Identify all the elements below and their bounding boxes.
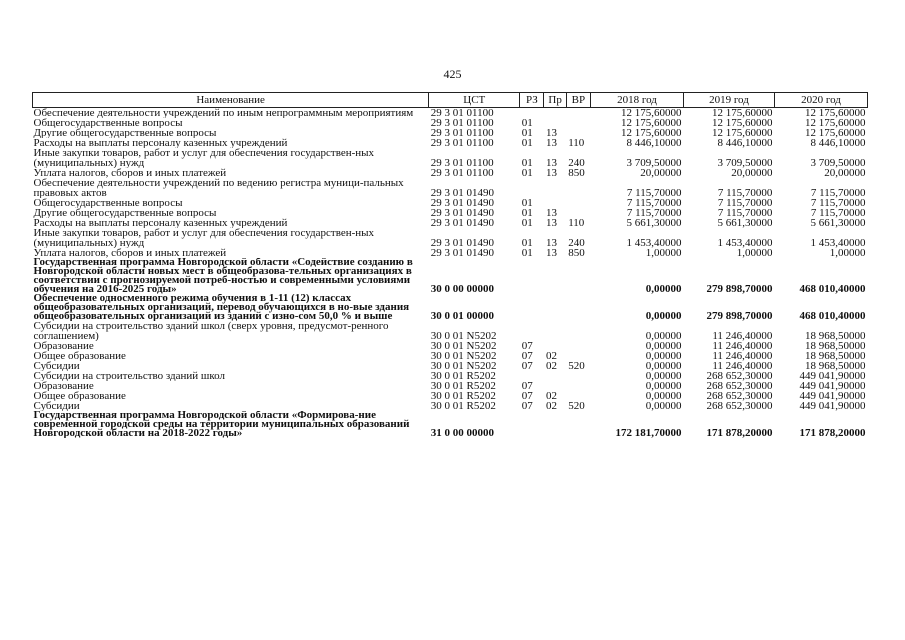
cell-y2018: 8 446,10000 <box>626 138 682 148</box>
cell-y2019: 279 898,70000 <box>706 283 773 294</box>
cell-cst: 29 3 01 01100 <box>430 138 494 148</box>
table-row <box>33 178 868 198</box>
cell-y2020: 449 041,90000 <box>799 381 866 391</box>
cell-y2018: 7 115,70000 <box>626 198 682 208</box>
cell-name: Уплата налогов, сборов и иных платежей <box>33 248 227 258</box>
cell-cst: 29 3 01 01100 <box>430 168 494 178</box>
cell-cst: 29 3 01 01490 <box>430 237 495 248</box>
cell-y2018: 3 709,50000 <box>626 157 682 168</box>
cell-vr <box>566 108 590 119</box>
cell-vr <box>566 258 590 294</box>
cell-pr: 02 <box>545 351 557 361</box>
cell-pr <box>544 411 566 438</box>
cell-y2019: 7 115,70000 <box>717 198 773 208</box>
cell-name: Расходы на выплаты персоналу казенных учреждений <box>33 138 288 148</box>
cell-cst: 29 3 01 01100 <box>430 107 494 118</box>
cell-pr <box>544 178 566 198</box>
table-row <box>33 248 868 258</box>
cell-y2019: 279 898,70000 <box>706 310 773 321</box>
cell-y2020: 449 041,90000 <box>799 401 866 411</box>
cell-y2018: 12 175,60000 <box>620 118 682 128</box>
header-row <box>33 93 868 108</box>
cell-y2018: 5 661,30000 <box>626 218 682 228</box>
cell-name: Расходы на выплаты персоналу казенных учреждений <box>33 218 288 228</box>
cell-y2018: 20,00000 <box>640 168 682 178</box>
cell-y2019: 171 878,20000 <box>706 427 773 438</box>
cell-vr <box>566 294 590 321</box>
table-row <box>33 148 868 168</box>
cell-y2020: 1,00000 <box>829 248 866 258</box>
cell-pr: 13 <box>545 168 557 178</box>
cell-vr: 110 <box>568 218 585 228</box>
cell-name: Субсидии <box>33 361 80 371</box>
cell-cst: 30 0 01 N5202 <box>430 330 497 341</box>
cell-y2019: 7 115,70000 <box>717 208 773 218</box>
cell-pr: 02 <box>545 361 557 371</box>
cell-vr <box>566 391 590 401</box>
cell-cst: 29 3 01 01100 <box>430 128 494 138</box>
table-row <box>33 401 868 411</box>
cell-cst: 30 0 01 R5202 <box>430 371 496 381</box>
cell-pr: 13 <box>545 208 557 218</box>
cell-y2019: 20,00000 <box>731 168 773 178</box>
cell-y2019: 11 246,40000 <box>712 330 773 341</box>
cell-y2019: 268 652,30000 <box>706 381 773 391</box>
cell-pr <box>544 341 566 351</box>
cell-vr <box>566 118 590 128</box>
cell-rz: 01 <box>521 237 533 248</box>
cell-pr: 02 <box>545 391 557 401</box>
table-row <box>33 108 868 119</box>
cell-y2019: 268 652,30000 <box>706 401 773 411</box>
cell-y2019: 1 453,40000 <box>717 237 773 248</box>
page-number: 425 <box>443 67 462 81</box>
cell-vr: 850 <box>568 248 585 258</box>
cell-y2020: 12 175,60000 <box>805 128 866 138</box>
header-pr: Пр <box>544 93 566 108</box>
cell-vr <box>566 198 590 208</box>
cell-y2020: 7 115,70000 <box>810 208 866 218</box>
cell-rz: 01 <box>521 248 533 258</box>
cell-vr: 240 <box>568 157 585 168</box>
cell-y2019: 12 175,60000 <box>711 128 773 138</box>
cell-name: Общегосударственные вопросы <box>33 198 183 208</box>
cell-y2020: 449 041,90000 <box>799 371 866 381</box>
cell-vr <box>566 341 590 351</box>
cell-rz: 01 <box>521 218 533 228</box>
cell-cst: 30 0 01 R5202 <box>430 401 496 411</box>
cell-name: Уплата налогов, сборов и иных платежей <box>33 168 227 178</box>
cell-vr: 110 <box>568 138 585 148</box>
cell-vr: 520 <box>568 361 585 371</box>
cell-y2020: 12 175,60000 <box>805 118 866 128</box>
cell-pr: 13 <box>545 128 557 138</box>
cell-y2018: 12 175,60000 <box>620 107 682 118</box>
cell-vr <box>566 128 590 138</box>
cell-y2020: 5 661,30000 <box>810 218 866 228</box>
cell-name: Субсидии на строительство зданий школ (сверх уровня, предусмот-ренного соглашением) <box>33 321 389 341</box>
cell-name: Другие общегосударственные вопросы <box>33 208 217 218</box>
cell-pr <box>544 198 566 208</box>
cell-y2019: 1,00000 <box>736 248 773 258</box>
cell-y2019: 11 246,40000 <box>712 341 773 351</box>
cell-y2019: 12 175,60000 <box>711 107 773 118</box>
cell-pr <box>544 371 566 381</box>
header-rz: РЗ <box>520 93 544 108</box>
cell-y2020: 1 453,40000 <box>810 237 866 248</box>
cell-pr <box>544 381 566 391</box>
table-row <box>33 118 868 128</box>
table-row <box>33 218 868 228</box>
cell-cst: 30 0 01 00000 <box>430 310 495 321</box>
cell-rz: 07 <box>521 341 533 351</box>
table-row <box>33 391 868 401</box>
table-row <box>33 381 868 391</box>
table-row <box>33 128 868 138</box>
table-row <box>33 411 868 438</box>
cell-name: Иные закупки товаров, работ и услуг для обеспечения государствен-ных (муниципальных) нужд <box>33 228 375 248</box>
cell-pr: 02 <box>545 401 557 411</box>
cell-y2020: 18 968,50000 <box>805 330 866 341</box>
cell-y2018: 12 175,60000 <box>620 128 682 138</box>
table-row <box>33 258 868 294</box>
cell-y2018: 0,00000 <box>645 391 682 401</box>
cell-y2019: 11 246,40000 <box>712 361 773 371</box>
cell-y2020: 3 709,50000 <box>810 157 866 168</box>
cell-rz <box>520 178 544 198</box>
table-row <box>33 361 868 371</box>
cell-y2019: 12 175,60000 <box>711 118 773 128</box>
cell-y2020: 18 968,50000 <box>805 361 866 371</box>
cell-rz <box>520 108 544 119</box>
cell-cst: 29 3 01 01490 <box>430 208 495 218</box>
table-row <box>33 168 868 178</box>
cell-cst: 29 3 01 01490 <box>430 218 495 228</box>
table-row <box>33 208 868 218</box>
cell-vr <box>566 381 590 391</box>
cell-vr <box>566 321 590 341</box>
table-row <box>33 341 868 351</box>
budget-table <box>32 92 868 438</box>
table-row <box>33 228 868 248</box>
cell-pr <box>544 258 566 294</box>
cell-y2020: 12 175,60000 <box>805 107 866 118</box>
cell-name: Образование <box>33 381 94 391</box>
cell-y2020: 18 968,50000 <box>805 351 866 361</box>
cell-y2019: 268 652,30000 <box>706 371 773 381</box>
cell-y2018: 1 453,40000 <box>626 237 682 248</box>
cell-y2018: 7 115,70000 <box>626 208 682 218</box>
cell-name: Субсидии <box>33 401 80 411</box>
cell-cst: 29 3 01 01100 <box>430 118 494 128</box>
cell-name: Общее образование <box>33 391 126 401</box>
cell-cst: 30 0 01 R5202 <box>430 381 496 391</box>
cell-name: Общее образование <box>33 351 126 361</box>
cell-cst: 29 3 01 01490 <box>430 198 495 208</box>
cell-y2019: 268 652,30000 <box>706 391 773 401</box>
cell-pr: 13 <box>545 218 557 228</box>
cell-y2018: 0,00000 <box>645 283 682 294</box>
cell-y2019: 8 446,10000 <box>717 138 773 148</box>
cell-y2019: 11 246,40000 <box>712 351 773 361</box>
cell-rz <box>520 294 544 321</box>
cell-y2020: 468 010,40000 <box>799 283 866 294</box>
cell-pr <box>544 108 566 119</box>
header-name: Наименование <box>33 93 429 108</box>
cell-y2020: 8 446,10000 <box>810 138 866 148</box>
header-2018: 2018 год <box>590 93 683 108</box>
cell-vr <box>566 411 590 438</box>
cell-y2020: 7 115,70000 <box>810 198 866 208</box>
table-row <box>33 351 868 361</box>
cell-name: Государственная программа Новгородской области «Формирова-ние современной городской среды на территории муниципальных образований Новгородской области на 2018-2022 годы» <box>33 411 410 438</box>
cell-rz <box>520 371 544 381</box>
cell-y2020: 171 878,20000 <box>799 427 866 438</box>
cell-cst: 30 0 01 N5202 <box>430 361 497 371</box>
cell-rz: 01 <box>521 157 533 168</box>
cell-cst: 30 0 01 R5202 <box>430 391 496 401</box>
cell-y2018: 0,00000 <box>645 371 682 381</box>
cell-y2018: 1,00000 <box>645 248 682 258</box>
cell-name: Иные закупки товаров, работ и услуг для обеспечения государствен-ных (муниципальных) нужд <box>33 148 375 168</box>
cell-rz: 01 <box>521 198 533 208</box>
header-2020: 2020 год <box>774 93 867 108</box>
cell-pr <box>544 321 566 341</box>
cell-cst: 29 3 01 01490 <box>430 187 495 198</box>
header-2019: 2019 год <box>683 93 774 108</box>
cell-pr: 13 <box>545 237 557 248</box>
cell-name: Государственная программа Новгородской области «Содействие созданию в Новгородской области новых мест в общеобразова-тельных организациях в соответствии с прогнозируемой потреб-ностью и современными условиями обучения на 2016-2025 годы» <box>33 258 413 294</box>
cell-name: Общегосударственные вопросы <box>33 118 183 128</box>
cell-vr: 850 <box>568 168 585 178</box>
cell-pr: 13 <box>545 248 557 258</box>
cell-y2018: 172 181,70000 <box>615 427 682 438</box>
cell-y2020: 449 041,90000 <box>799 391 866 401</box>
cell-rz: 01 <box>521 208 533 218</box>
cell-name: Образование <box>33 341 94 351</box>
cell-y2019: 7 115,70000 <box>717 187 773 198</box>
cell-vr <box>566 351 590 361</box>
header-vr: ВР <box>566 93 590 108</box>
cell-y2020: 7 115,70000 <box>810 187 866 198</box>
cell-rz <box>520 411 544 438</box>
cell-y2019: 3 709,50000 <box>717 157 773 168</box>
cell-rz: 07 <box>521 361 533 371</box>
cell-y2018: 0,00000 <box>645 381 682 391</box>
cell-rz: 07 <box>521 401 533 411</box>
cell-rz: 01 <box>521 118 533 128</box>
cell-y2020: 20,00000 <box>824 168 866 178</box>
cell-name: Другие общегосударственные вопросы <box>33 128 217 138</box>
cell-y2018: 7 115,70000 <box>626 187 682 198</box>
cell-cst: 30 0 01 N5202 <box>430 341 497 351</box>
cell-vr: 520 <box>568 401 585 411</box>
cell-pr <box>544 118 566 128</box>
cell-rz: 07 <box>521 381 533 391</box>
table-row <box>33 198 868 208</box>
cell-name: Субсидии на строительство зданий школ <box>33 371 226 381</box>
cell-cst: 29 3 01 01490 <box>430 248 495 258</box>
cell-rz: 07 <box>521 391 533 401</box>
cell-vr <box>566 208 590 218</box>
table-row <box>33 321 868 341</box>
cell-cst: 30 0 01 N5202 <box>430 351 497 361</box>
cell-y2019: 5 661,30000 <box>717 218 773 228</box>
cell-vr: 240 <box>568 237 585 248</box>
cell-pr: 13 <box>545 138 557 148</box>
cell-pr <box>544 294 566 321</box>
cell-y2018: 0,00000 <box>645 401 682 411</box>
cell-y2020: 468 010,40000 <box>799 310 866 321</box>
cell-name: Обеспечение деятельности учреждений по ведению регистра муници-пальных правовых актов <box>33 178 404 198</box>
cell-cst: 29 3 01 01100 <box>430 157 494 168</box>
cell-y2020: 18 968,50000 <box>805 341 866 351</box>
table-row <box>33 294 868 321</box>
cell-y2018: 0,00000 <box>645 361 682 371</box>
cell-rz: 01 <box>521 168 533 178</box>
cell-y2018: 0,00000 <box>645 351 682 361</box>
cell-name: Обеспечение односменного режима обучения в 1-11 (12) классах общеобразовательных организаций, перевод обучающихся в но-вые здания общеобразовательных организаций из зданий с изно-сом 50,0 % и выше <box>33 294 410 321</box>
cell-cst: 30 0 00 00000 <box>430 283 495 294</box>
cell-rz: 01 <box>521 138 533 148</box>
table-row <box>33 371 868 381</box>
cell-cst: 31 0 00 00000 <box>430 427 495 438</box>
cell-y2018: 0,00000 <box>645 330 682 341</box>
table-body <box>33 108 868 439</box>
cell-rz: 01 <box>521 128 533 138</box>
cell-pr: 13 <box>545 157 557 168</box>
cell-y2018: 0,00000 <box>645 310 682 321</box>
cell-vr <box>566 371 590 381</box>
cell-name: Обеспечение деятельности учреждений по иным непрограммным мероприятиям <box>33 107 414 118</box>
cell-y2018: 0,00000 <box>645 341 682 351</box>
table-row <box>33 138 868 148</box>
header-cst: ЦСТ <box>429 93 520 108</box>
cell-rz <box>520 258 544 294</box>
cell-vr <box>566 178 590 198</box>
cell-rz: 07 <box>521 351 533 361</box>
cell-rz <box>520 321 544 341</box>
